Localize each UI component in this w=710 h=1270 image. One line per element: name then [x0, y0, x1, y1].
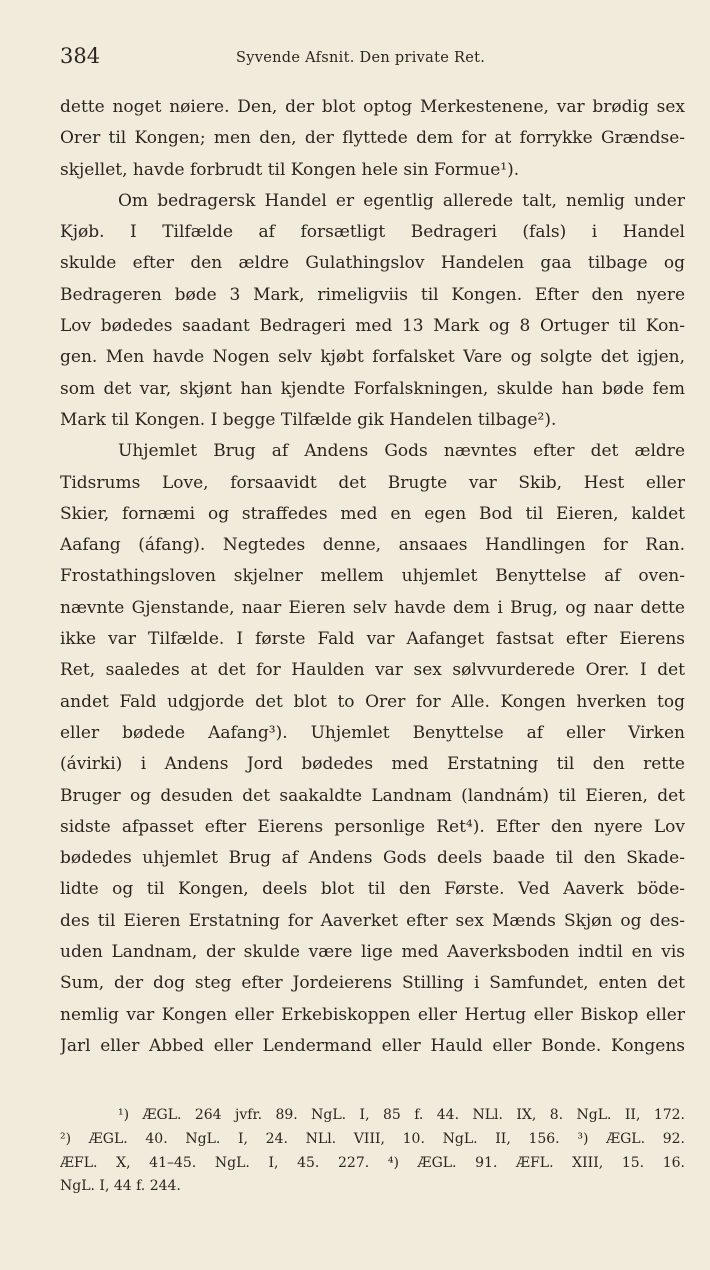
text-line: Orer til Kongen; men den, der flyttede dem for at forrykke Grændse-	[60, 128, 685, 149]
text-line: ikke var Tilfælde. I første Fald var Aafanget fastsat efter Eierens	[60, 629, 685, 650]
text-line: uden Landnam, der skulde være lige med Aaverksboden indtil en vis	[60, 942, 685, 963]
text-line: bødedes uhjemlet Brug af Andens Gods deels baade til den Skade-	[60, 848, 685, 869]
text-line: nævnte Gjenstande, naar Eieren selv havde dem i Brug, og naar dette	[60, 597, 685, 618]
text-line: des til Eieren Erstatning for Aaverket efter sex Mænds Skjøn og des-	[60, 910, 685, 931]
text-line: Skier, fornæmi og straffedes med en egen Bod til Eieren, kaldet	[60, 503, 685, 524]
running-title: Syvende Afsnit. Den private Ret.	[236, 50, 486, 66]
text-line: Bedrageren bøde 3 Mark, rimeligviis til Kongen. Efter den nyere	[60, 284, 685, 305]
text-line: Sum, der dog steg efter Jordeierens Stilling i Samfundet, enten det	[60, 973, 685, 994]
body-text	[60, 92, 685, 1062]
text-line: lidte og til Kongen, deels blot til den Første. Ved Aaverk böde-	[60, 879, 685, 900]
text-line: (ávirki) i Andens Jord bødedes med Erstatning til den rette	[60, 754, 685, 775]
text-line: Jarl eller Abbed eller Lendermand eller Hauld eller Bonde. Kongens	[60, 1035, 685, 1056]
text-line: skjellet, havde forbrudt til Kongen hele sin Formue¹).	[60, 159, 520, 180]
text-line: Aafang (áfang). Negtedes denne, ansaaes Handlingen for Ran.	[60, 535, 685, 556]
text-line: skulde efter den ældre Gulathingslov Handelen gaa tilbage og	[60, 253, 685, 274]
text-line: andet Fald udgjorde det blot to Orer for Alle. Kongen hverken tog	[60, 691, 685, 712]
text-line: sidste afpasset efter Eierens personlige Ret⁴). Efter den nyere Lov	[60, 816, 685, 837]
footnote-line: ²) ÆGL. 40. NgL. I, 24. NLl. VIII, 10. NgL. II, 156. ³) ÆGL. 92.	[60, 1130, 685, 1147]
text-line: Frostathingsloven skjelner mellem uhjemlet Benyttelse af oven-	[60, 566, 685, 587]
text-line: eller bødede Aafang³). Uhjemlet Benyttelse af eller Virken	[60, 722, 685, 743]
page-header	[60, 44, 685, 76]
text-line: gen. Men havde Nogen selv kjøbt forfalsket Vare og solgte det igjen,	[60, 347, 685, 368]
text-line: som det var, skjønt han kjendte Forfalskningen, skulde han bøde fem	[60, 378, 685, 399]
page-number: 384	[60, 44, 101, 68]
text-line: Kjøb. I Tilfælde af forsætligt Bedrageri (fals) i Handel	[60, 222, 685, 243]
text-line: Lov bødedes saadant Bedrageri med 13 Mark og 8 Ortuger til Kon-	[60, 316, 685, 337]
text-line: Tidsrums Love, forsaavidt det Brugte var Skib, Hest eller	[60, 472, 685, 493]
text-line: Bruger og desuden det saakaldte Landnam (landnám) til Eieren, det	[60, 785, 685, 806]
footnote-line: ¹) ÆGL. 264 jvfr. 89. NgL. I, 85 f. 44. NLl. IX, 8. NgL. II, 172.	[118, 1107, 685, 1123]
text-line: Uhjemlet Brug af Andens Gods nævntes efter det ældre	[118, 441, 685, 462]
footnotes	[60, 1104, 685, 1199]
footnote-line: NgL. I, 44 f. 244.	[60, 1178, 181, 1195]
text-line: Ret, saaledes at det for Haulden var sex sølvvurderede Orer. I det	[60, 660, 685, 681]
text-line: dette noget nøiere. Den, der blot optog Merkestenene, var brødig sex	[60, 97, 685, 117]
footnote-line: ÆFL. X, 41–45. NgL. I, 45. 227. ⁴) ÆGL. 91. ÆFL. XIII, 15. 16.	[60, 1154, 685, 1171]
text-line: Om bedragersk Handel er egentlig allerede talt, nemlig under	[118, 190, 685, 211]
text-line: Mark til Kongen. I begge Tilfælde gik Handelen tilbage²).	[60, 409, 557, 430]
text-line: nemlig var Kongen eller Erkebiskoppen eller Hertug eller Biskop eller	[60, 1004, 685, 1025]
